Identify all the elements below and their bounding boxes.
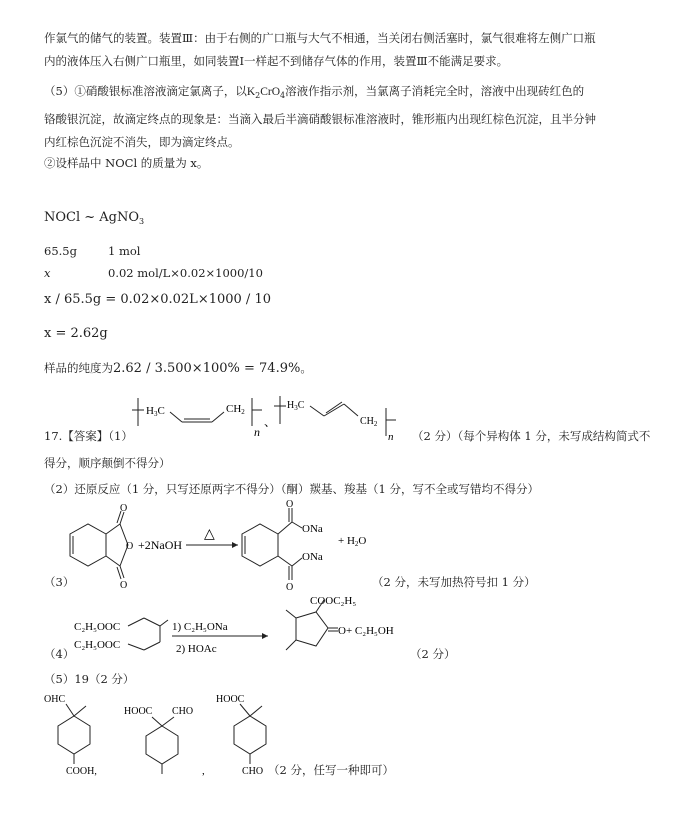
q17-score-1-cont: 得分，顺序颠倒不得分）: [44, 456, 171, 470]
calc-row-2-right: 0.02 mol/L×0.02×1000/10: [108, 266, 263, 280]
isomer-1: [44, 694, 97, 777]
reaction-3: [60, 500, 390, 590]
svg-text:n: n: [388, 431, 394, 442]
svg-text:O: O: [286, 582, 294, 590]
svg-text:HOOC: HOOC: [216, 694, 245, 705]
naoh-label: +2NaOH: [138, 538, 183, 552]
q17-part-5: （5）19（2 分）: [44, 672, 135, 686]
q17-part-3-label: （3）: [44, 575, 75, 589]
svg-text:n: n: [254, 425, 260, 439]
calc-row-1-right: 1 mol: [108, 244, 141, 258]
q17-part-4-label: （4）: [44, 647, 75, 661]
svg-text:O: O: [126, 541, 134, 552]
svg-text:O: O: [286, 500, 294, 510]
q17-part-3-score: （2 分，未写加热符号扣 1 分）: [372, 575, 536, 589]
svg-text:,: ,: [202, 765, 205, 777]
q17-score-1: （2 分）（每个异构体 1 分，未写成结构简式不: [412, 429, 651, 443]
anhydride-structure: [70, 503, 133, 590]
isomer-2: [124, 706, 205, 777]
formula-sub-2: 2: [255, 91, 261, 100]
svg-text:CHO: CHO: [242, 766, 264, 777]
text-line-4: 铬酸银沉淀，故滴定终点的现象是：当滴入最后半滴硝酸银标准溶液时，锥形瓶内出现红棕色沉淀，且半分钟: [44, 112, 596, 126]
text-line-6: ②设样品中 NOCl 的质量为 x。: [44, 156, 209, 170]
isomer-3: [216, 694, 266, 777]
purity-post: 。: [300, 361, 312, 375]
text-line-1: 作氯气的储气的装置。装置Ⅲ：由于右侧的广口瓶与大气不相通，当关闭右侧活塞时，氯气很难将左侧广口瓶: [44, 31, 596, 45]
formula-k: K: [246, 86, 256, 98]
formula-cro: CrO: [260, 86, 281, 98]
formula-sub-4: 4: [280, 91, 286, 100]
polymer-structures: [130, 392, 420, 442]
svg-text:CH2: CH2: [226, 403, 245, 416]
svg-text:CH2: $CH_2$: [360, 416, 378, 428]
reaction-4: [72, 594, 422, 664]
purity-line: [44, 360, 312, 377]
q17-part-2: （2）还原反应（1 分，只写还原两字不得分）（酮）羰基、羧基（1 分，写不全或写错均不得分）: [44, 482, 540, 496]
svg-text:O+ C₂H₅OH: O+ C₂H₅OH: [338, 625, 394, 637]
q17-label: 17.【答案】（1）: [44, 429, 133, 443]
svg-text:O: O: [120, 580, 128, 590]
equation-2: x = 2.62g: [44, 326, 108, 341]
cyclopentanone-product: [286, 595, 394, 650]
svg-text:CHO: CHO: [172, 706, 194, 717]
calc-row-1-left: 65.5g: [44, 244, 77, 258]
calc-row-2-left: x: [44, 266, 51, 280]
purity-pre: 样品的纯度为: [44, 361, 113, 375]
relation-sub: 3: [139, 217, 145, 226]
svg-text:O: O: [120, 503, 128, 514]
svg-text:ONa: ONa: [302, 523, 323, 535]
svg-text:ONa: ONa: [302, 551, 323, 563]
text-line-2: 内的液体压入右侧广口瓶里，如同装置Ⅰ一样起不到储存气体的作用，装置Ⅲ不能满足要求。: [44, 54, 509, 68]
svg-text:COOC₂H₅: COOC₂H₅: [310, 595, 357, 607]
purity-expr: 2.62 / 3.500×100% = 74.9%: [113, 361, 301, 376]
q17-part-4-score: （2 分）: [410, 647, 456, 661]
relation-left: NOCl ~ AgNO: [44, 210, 140, 225]
ester-bot: C₂H₅OOC: [74, 639, 121, 651]
text-line-3: [44, 83, 584, 104]
svg-text:HOOC: HOOC: [124, 706, 153, 717]
ester-top: C₂H₅OOC: [74, 621, 121, 633]
heat-symbol: △: [204, 527, 215, 542]
svg-text:COOH,: COOH,: [66, 766, 97, 777]
equation-1: x / 65.5g = 0.02×0.02L×1000 / 10: [44, 292, 271, 307]
polymer-trans: [274, 396, 396, 442]
relation-line: [44, 210, 144, 230]
plus-h2o: + H2O: [338, 535, 367, 548]
disodium-product: [242, 500, 323, 590]
polymer-cis: [132, 398, 276, 439]
q17-part-5-score: （2 分，任写一种即可）: [268, 763, 394, 777]
svg-text:、: 、: [264, 415, 277, 429]
text-line-3-post: 溶液作指示剂，当氯离子消耗完全时，溶液中出现砖红色的: [285, 84, 585, 98]
reagent-2: 2) HOAc: [176, 643, 217, 655]
svg-text:H3C: $H_3C$: [287, 400, 305, 412]
reagent-1: 1) C₂H₅ONa: [172, 621, 228, 633]
svg-text:OHC: OHC: [44, 694, 66, 705]
text-line-3-pre: （5）①硝酸银标准溶液滴定氯离子，以: [44, 84, 247, 98]
svg-text:H3C: H3C: [146, 405, 165, 418]
text-line-5: 内红棕色沉淀不消失，即为滴定终点。: [44, 135, 240, 149]
